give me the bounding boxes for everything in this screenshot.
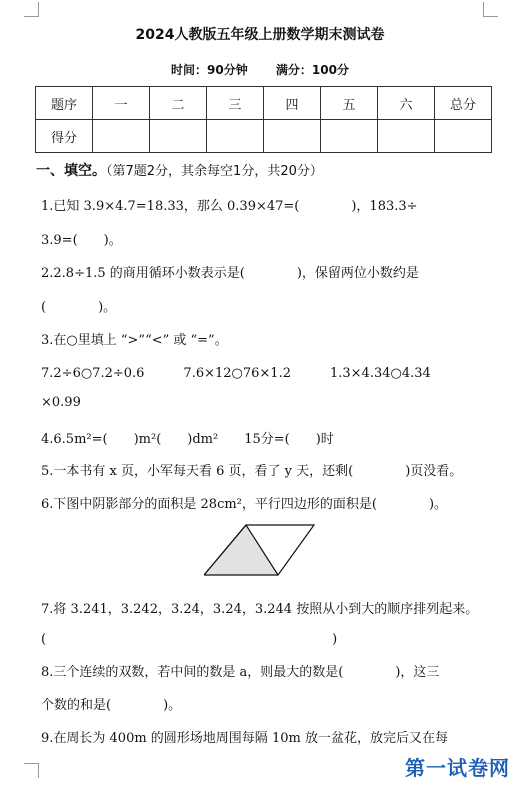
question-2-line-1: 2.2.8÷1.5 的商用循环小数表示是( )，保留两位小数约是 [41,266,419,281]
question-7-answer-line: ( ) [41,632,338,647]
question-8-line-2: 个数的和是( )。 [41,698,182,713]
question-3-items-line-1: 7.2÷6○7.2÷0.6 7.6×12○76×1.2 1.3×4.34○4.34 [41,366,431,381]
question-5-line: 5.一本书有 x 页，小军每天看 6 页，看了 y 天，还剩( )页没看。 [41,464,463,479]
question-8-line-1: 8.三个连续的双数，若中间的数是 a，则最大的数是( )，这三 [41,665,440,680]
score-table-header-cell: 总分 [435,87,492,120]
question-7-line-1: 7.将 3.241，3.242，3.24，3.24，3.244 按照从小到大的顺序排列起来。 [41,602,479,617]
score-table-header-cell: 三 [207,87,264,120]
score-table-header-cell: 四 [264,87,321,120]
score-table-header-cell: 题序 [36,87,93,120]
score-table-score-row [36,120,492,153]
parallelogram-figure [204,521,318,581]
question-6-line: 6.下图中阴影部分的面积是 28cm²，平行四边形的面积是( )。 [41,497,448,512]
score-cell[interactable] [378,120,435,153]
crop-mark-bottom-left [24,763,39,778]
section-1-note: （第7题2分，其余每空1分，共20分） [106,164,323,179]
time-label: 时间：90分钟 [171,63,248,77]
score-table [35,86,492,153]
question-4-line: 4.6.5m²=( )m²( )dm² 15分=( )时 [41,432,334,447]
question-3-items-line-2: ×0.99 [41,395,81,410]
score-cell[interactable] [264,120,321,153]
question-1-line-2: 3.9=( )。 [41,233,122,248]
score-table-header-cell: 五 [321,87,378,120]
exam-info [0,61,520,78]
exam-title: 2024人教版五年级上册数学期末测试卷 [135,27,385,43]
crop-mark-top-right [483,2,498,17]
score-cell[interactable] [150,120,207,153]
score-table-header-cell: 一 [93,87,150,120]
score-cell[interactable] [93,120,150,153]
section-1-heading [36,160,323,180]
score-cell[interactable] [207,120,264,153]
section-1-title: 一、填空。 [36,163,106,179]
full-score-label: 满分：100分 [275,63,349,77]
score-cell[interactable] [321,120,378,153]
question-9-line-1: 9.在周长为 400m 的圆形场地周围每隔 10m 放一盆花，放完后又在每 [41,731,448,746]
score-table-header-cell: 六 [378,87,435,120]
crop-mark-top-left [24,2,39,17]
question-3-line: 3.在○里填上 “>”“<” 或 “=”。 [41,333,228,348]
question-2-line-2: ( )。 [41,300,117,315]
question-1-line-1: 1.已知 3.9×4.7=18.33，那么 0.39×47=( )，183.3÷ [41,199,418,214]
score-table-header-cell: 二 [150,87,207,120]
score-row-label: 得分 [36,120,93,153]
score-cell[interactable] [435,120,492,153]
score-table-header-row [36,87,492,120]
site-watermark: 第一试卷网 [405,756,510,780]
shaded-triangle [204,525,278,575]
